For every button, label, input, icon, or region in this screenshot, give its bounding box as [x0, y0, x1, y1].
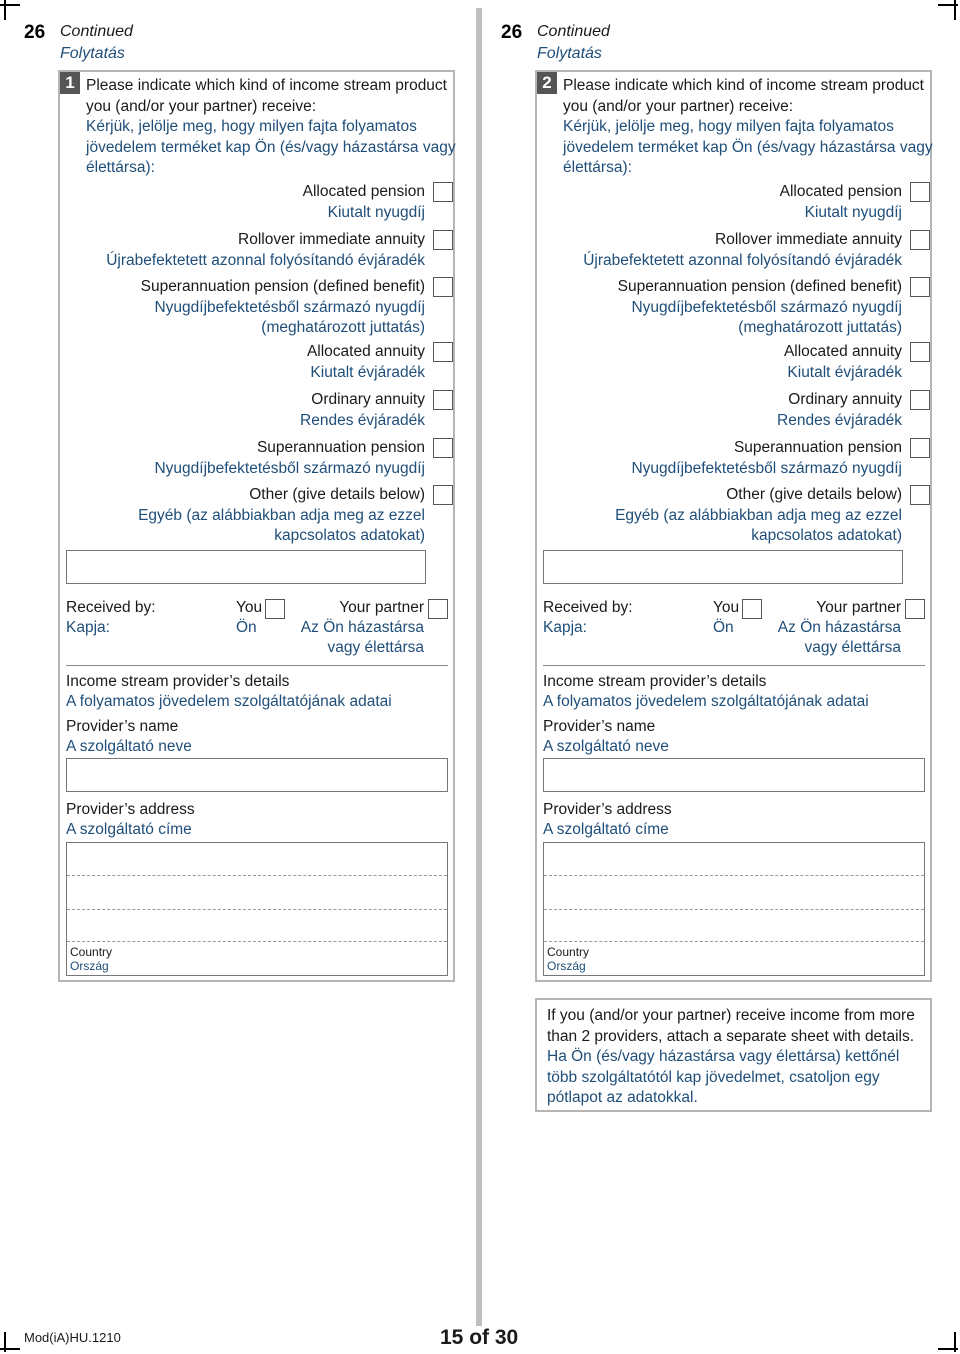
checkbox-allocated-pension[interactable]: [433, 182, 453, 202]
provider-details-text-hu: A folyamatos jövedelem szolgáltatójának adatai: [543, 693, 869, 710]
option-label: Superannuation pension: [256, 439, 425, 456]
option-ordinary-annuity: [570, 390, 930, 431]
checkbox-received-partner[interactable]: [428, 599, 448, 619]
checkbox-received-you[interactable]: [265, 599, 285, 619]
provider-address-field[interactable]: [543, 842, 925, 976]
option-label-hu: Rendes évjáradék: [777, 411, 902, 429]
checkbox-superannuation-pension[interactable]: [433, 438, 453, 458]
address-line-divider: [544, 875, 924, 876]
option-label-hu: Újrabefektetett azonnal folyósítandó évjáradék: [106, 251, 425, 269]
received-by-text: Received by:: [66, 599, 156, 616]
provider-name-label: [66, 717, 192, 757]
question-badge: 1: [60, 72, 80, 94]
column-left: [24, 0, 460, 1000]
provider-name-text: Provider’s name: [543, 718, 656, 735]
option-label-hu-cont: kapcsolatos adatokat): [751, 527, 902, 544]
checkbox-received-you[interactable]: [742, 599, 762, 619]
option-rollover-immediate-annuity: [73, 230, 453, 271]
provider-name-text-hu: A szolgáltató neve: [543, 738, 669, 755]
option-label-hu-cont: kapcsolatos adatokat): [274, 527, 425, 544]
crop-mark-top-right-v: [954, 0, 956, 20]
country-label: [70, 945, 112, 973]
question-panel: [535, 70, 932, 982]
crop-mark-top-left-h: [0, 4, 20, 6]
country-text-hu: Ország: [70, 959, 109, 973]
crop-mark-top-left-v: [4, 0, 6, 20]
option-label-hu: Kiutalt nyugdíj: [804, 203, 902, 221]
continued-label: Continued: [537, 23, 610, 40]
received-by-text-hu: Kapja:: [543, 619, 587, 636]
option-superannuation-pension: [93, 438, 453, 479]
country-text-hu: Ország: [547, 959, 586, 973]
option-rollover-immediate-annuity: [550, 230, 930, 271]
question-prompt-hu: Kérjük, jelölje meg, hogy milyen fajta folyamatos jövedelem terméket kap Ön (és/vagy házastársa vagy élettársa):: [86, 118, 456, 176]
page-number: 15 of 30: [440, 1326, 519, 1349]
continued-label-hu: Folytatás: [537, 45, 602, 62]
country-text: Country: [547, 945, 590, 959]
option-label: Ordinary annuity: [311, 391, 425, 408]
multiple-providers-note: [535, 998, 932, 1112]
option-label-hu: Egyéb (az alábbiakban adja meg az ezzel: [138, 506, 425, 524]
received-partner-label: [767, 598, 901, 658]
continued-label: Continued: [60, 23, 133, 40]
received-by-text-hu: Kapja:: [66, 619, 110, 636]
checkbox-allocated-annuity[interactable]: [433, 342, 453, 362]
checkbox-rollover-immediate-annuity[interactable]: [433, 230, 453, 250]
separator-rule: [66, 665, 448, 666]
provider-name-field[interactable]: [66, 758, 448, 792]
provider-details-heading: [543, 672, 869, 712]
option-label: Other (give details below): [249, 486, 425, 503]
partner-text: Your partner: [339, 599, 424, 616]
provider-address-text-hu: A szolgáltató címe: [543, 821, 669, 838]
question-badge: 2: [537, 72, 557, 94]
provider-name-text: Provider’s name: [66, 718, 179, 735]
partner-text-hu: Az Ön házastársa: [300, 619, 424, 636]
option-label-hu: Kiutalt évjáradék: [310, 363, 425, 381]
checkbox-ordinary-annuity[interactable]: [433, 390, 453, 410]
option-ordinary-annuity: [93, 390, 453, 431]
provider-address-label: [66, 800, 195, 840]
provider-details-heading: [66, 672, 392, 712]
continued-label-hu: Folytatás: [60, 45, 125, 62]
option-label-hu: Nyugdíjbefektetésből származó nyugdíj: [631, 298, 902, 316]
section-number: 26: [501, 22, 523, 43]
provider-address-text-hu: A szolgáltató címe: [66, 821, 192, 838]
provider-address-field[interactable]: [66, 842, 448, 976]
note-text-hu: Ha Ön (és/vagy házastársa vagy élettársa) kettőnél több szolgáltatótól kap jövedelmet, csatoljon egy pótlapot az adatokkal.: [547, 1048, 900, 1106]
option-label: Superannuation pension (defined benefit): [617, 278, 902, 295]
option-allocated-pension: [570, 182, 930, 223]
checkbox-other[interactable]: [433, 485, 453, 505]
provider-details-text: Income stream provider’s details: [66, 673, 290, 690]
question-text: [86, 76, 456, 179]
received-you-label: [236, 598, 262, 638]
checkbox-superannuation-pension[interactable]: [910, 438, 930, 458]
provider-name-text-hu: A szolgáltató neve: [66, 738, 192, 755]
option-label-hu: Egyéb (az alábbiakban adja meg az ezzel: [615, 506, 902, 524]
option-label-hu: Rendes évjáradék: [300, 411, 425, 429]
provider-address-label: [543, 800, 672, 840]
option-other: [93, 485, 453, 547]
you-text: You: [713, 599, 740, 616]
country-label: [547, 945, 589, 973]
other-details-field[interactable]: [66, 550, 426, 584]
partner-text-hu-cont: vagy élettársa: [327, 639, 424, 656]
option-label-hu: Kiutalt évjáradék: [787, 363, 902, 381]
other-details-field[interactable]: [543, 550, 903, 584]
crop-mark-bottom-left-h: [0, 1348, 20, 1350]
note-text: If you (and/or your partner) receive income from more than 2 providers, attach a separate sheet with details.: [547, 1007, 915, 1045]
option-superannuation-pension: [570, 438, 930, 479]
option-label: Allocated pension: [302, 183, 425, 200]
question-panel: [58, 70, 455, 982]
checkbox-allocated-pension[interactable]: [910, 182, 930, 202]
option-allocated-pension: [93, 182, 453, 223]
address-line-divider: [67, 941, 447, 942]
provider-name-field[interactable]: [543, 758, 925, 792]
received-partner-label: [290, 598, 424, 658]
checkbox-superannuation-defined-benefit[interactable]: [433, 277, 453, 297]
option-label-hu: Kiutalt nyugdíj: [327, 203, 425, 221]
question-text: [563, 76, 933, 179]
option-label: Rollover immediate annuity: [715, 231, 902, 248]
provider-name-label: [543, 717, 669, 757]
checkbox-received-partner[interactable]: [905, 599, 925, 619]
option-allocated-annuity: [93, 342, 453, 383]
crop-mark-bottom-left-v: [4, 1332, 6, 1352]
address-line-divider: [544, 941, 924, 942]
section-number: 26: [24, 22, 46, 43]
provider-address-text: Provider’s address: [543, 801, 672, 818]
received-you-label: [713, 598, 739, 638]
option-label: Superannuation pension: [733, 439, 902, 456]
checkbox-ordinary-annuity[interactable]: [910, 390, 930, 410]
option-label: Allocated annuity: [783, 343, 902, 360]
option-superannuation-defined-benefit: [93, 277, 453, 339]
option-label-hu: Nyugdíjbefektetésből származó nyugdíj: [154, 298, 425, 316]
option-allocated-annuity: [570, 342, 930, 383]
option-label-hu: Nyugdíjbefektetésből származó nyugdíj: [154, 459, 425, 477]
partner-text-hu-cont: vagy élettársa: [804, 639, 901, 656]
option-label: Rollover immediate annuity: [238, 231, 425, 248]
option-label: Allocated annuity: [306, 343, 425, 360]
option-label: Superannuation pension (defined benefit): [140, 278, 425, 295]
checkbox-other[interactable]: [910, 485, 930, 505]
provider-details-text-hu: A folyamatos jövedelem szolgáltatójának adatai: [66, 693, 392, 710]
checkbox-superannuation-defined-benefit[interactable]: [910, 277, 930, 297]
option-superannuation-defined-benefit: [570, 277, 930, 339]
partner-text: Your partner: [816, 599, 901, 616]
option-label-hu-cont: (meghatározott juttatás): [261, 319, 425, 336]
option-label: Ordinary annuity: [788, 391, 902, 408]
checkbox-rollover-immediate-annuity[interactable]: [910, 230, 930, 250]
separator-rule: [543, 665, 925, 666]
address-line-divider: [67, 909, 447, 910]
option-label-hu-cont: (meghatározott juttatás): [738, 319, 902, 336]
question-prompt: Please indicate which kind of income stream product you (and/or your partner) receive:: [86, 77, 447, 115]
option-label-hu: Nyugdíjbefektetésből származó nyugdíj: [631, 459, 902, 477]
crop-mark-bottom-right-v: [954, 1332, 956, 1352]
country-text: Country: [70, 945, 113, 959]
received-by-label: [66, 598, 156, 638]
question-prompt: Please indicate which kind of income stream product you (and/or your partner) receive:: [563, 77, 924, 115]
option-label: Other (give details below): [726, 486, 902, 503]
question-prompt-hu: Kérjük, jelölje meg, hogy milyen fajta folyamatos jövedelem terméket kap Ön (és/vagy házastársa vagy élettársa):: [563, 118, 933, 176]
option-label-hu: Újrabefektetett azonnal folyósítandó évjáradék: [583, 251, 902, 269]
column-divider: [476, 8, 482, 1326]
provider-address-text: Provider’s address: [66, 801, 195, 818]
option-label: Allocated pension: [779, 183, 902, 200]
checkbox-allocated-annuity[interactable]: [910, 342, 930, 362]
received-by-label: [543, 598, 633, 638]
received-by-text: Received by:: [543, 599, 633, 616]
you-text-hu: Ön: [236, 619, 257, 636]
you-text-hu: Ön: [713, 619, 734, 636]
address-line-divider: [67, 875, 447, 876]
partner-text-hu: Az Ön házastársa: [777, 619, 901, 636]
provider-details-text: Income stream provider’s details: [543, 673, 767, 690]
form-code: Mod(iA)HU.1210: [24, 1330, 121, 1345]
you-text: You: [236, 599, 263, 616]
column-right: [501, 0, 937, 1106]
option-other: [570, 485, 930, 547]
address-line-divider: [544, 909, 924, 910]
